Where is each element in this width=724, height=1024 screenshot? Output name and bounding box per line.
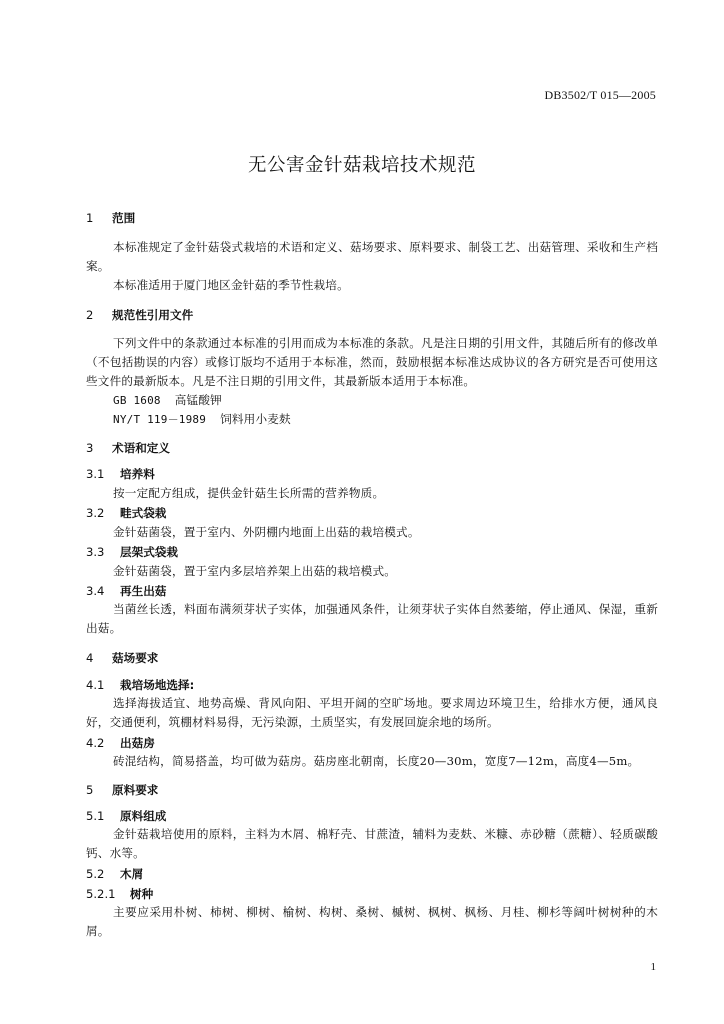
term-definition-3-3: 金针菇菌袋，置于室内多层培养架上出菇的栽培模式。 <box>113 564 397 578</box>
term-heading-3-2: 3.2 畦式袋栽 <box>86 506 167 520</box>
subsection-heading-5-2: 5.2 木屑 <box>86 867 144 881</box>
subsection-heading-4-1: 4.1 栽培场地选择: <box>86 678 195 692</box>
term-heading-3-1: 3.1 培养料 <box>86 467 155 481</box>
reference-item-1: GB 1608 高锰酸钾 <box>113 393 222 407</box>
section-heading-2: 2 规范性引用文件 <box>86 308 194 322</box>
page-number: 1 <box>650 961 656 973</box>
term-heading-3-3: 3.3 层架式袋栽 <box>86 545 178 559</box>
section-1-paragraph-2: 本标准适用于厦门地区金针菇的季节性栽培。 <box>113 278 349 292</box>
subsection-heading-5-1: 5.1 原料组成 <box>86 809 167 823</box>
section-heading-5: 5 原料要求 <box>86 783 159 797</box>
section-heading-1: 1 范围 <box>86 211 136 225</box>
standard-code: DB3502/T 015—2005 <box>544 88 656 102</box>
term-definition-3-2: 金针菇菌袋，置于室内、外阴棚内地面上出菇的栽培模式。 <box>113 525 420 539</box>
document-title: 无公害金针菇栽培技术规范 <box>247 155 476 176</box>
subsection-5-1-text: 金针菇栽培使用的原料，主料为木屑、棉籽壳、甘蔗渣，辅料为麦麸、米糠、赤砂糖（蔗糖）、轻质碳酸钙、水等。 <box>86 827 658 860</box>
section-1-paragraph-1: 本标准规定了金针菇袋式栽培的术语和定义、菇场要求、原料要求、制袋工艺、出菇管理、采收和生产档案。 <box>86 240 658 273</box>
subsection-4-1-text: 选择海拔适宜、地势高燥、背风向阳、平坦开阔的空旷场地。要求周边环境卫生，给排水方便，通风良好，交通便利，筑棚材料易得，无污染源，土质坚实，有发展回旋余地的场所。 <box>86 696 658 729</box>
section-heading-4: 4 菇场要求 <box>86 651 159 665</box>
subsection-heading-4-2: 4.2 出菇房 <box>86 736 155 750</box>
reference-item-2: NY/T 119－1989 饲料用小麦麸 <box>113 412 291 426</box>
term-definition-3-4: 当菌丝长透，料面布满须芽状子实体，加强通风条件，让须芽状子实体自然萎缩，停止通风、保湿，重新出菇。 <box>86 602 658 635</box>
subsection-heading-5-2-1: 5.2.1 树种 <box>86 887 154 901</box>
subsection-5-2-1-text: 主要应采用朴树、柿树、柳树、榆树、构树、桑树、槭树、枫树、枫杨、月桂、柳杉等阔叶树树种的木屑。 <box>86 905 658 938</box>
term-definition-3-1: 按一定配方组成，提供金针菇生长所需的营养物质。 <box>113 486 385 500</box>
subsection-4-2-text: 砖混结构，简易搭盖，均可做为菇房。菇房座北朝南，长度20—30m，宽度7—12m，高度4—5m。 <box>113 754 640 768</box>
section-heading-3: 3 术语和定义 <box>86 441 170 455</box>
term-heading-3-4: 3.4 再生出菇 <box>86 584 167 598</box>
section-2-paragraph: 下列文件中的条款通过本标准的引用而成为本标准的条款。凡是注日期的引用文件，其随后所有的修改单（不包括勘误的内容）或修订版均不适用于本标准，然而，鼓励根据本标准达成协议的各方研究是否可使用这些文件的最新版本。凡是不注日期的引用文件，其最新版本适用于本标准。 <box>86 336 658 388</box>
